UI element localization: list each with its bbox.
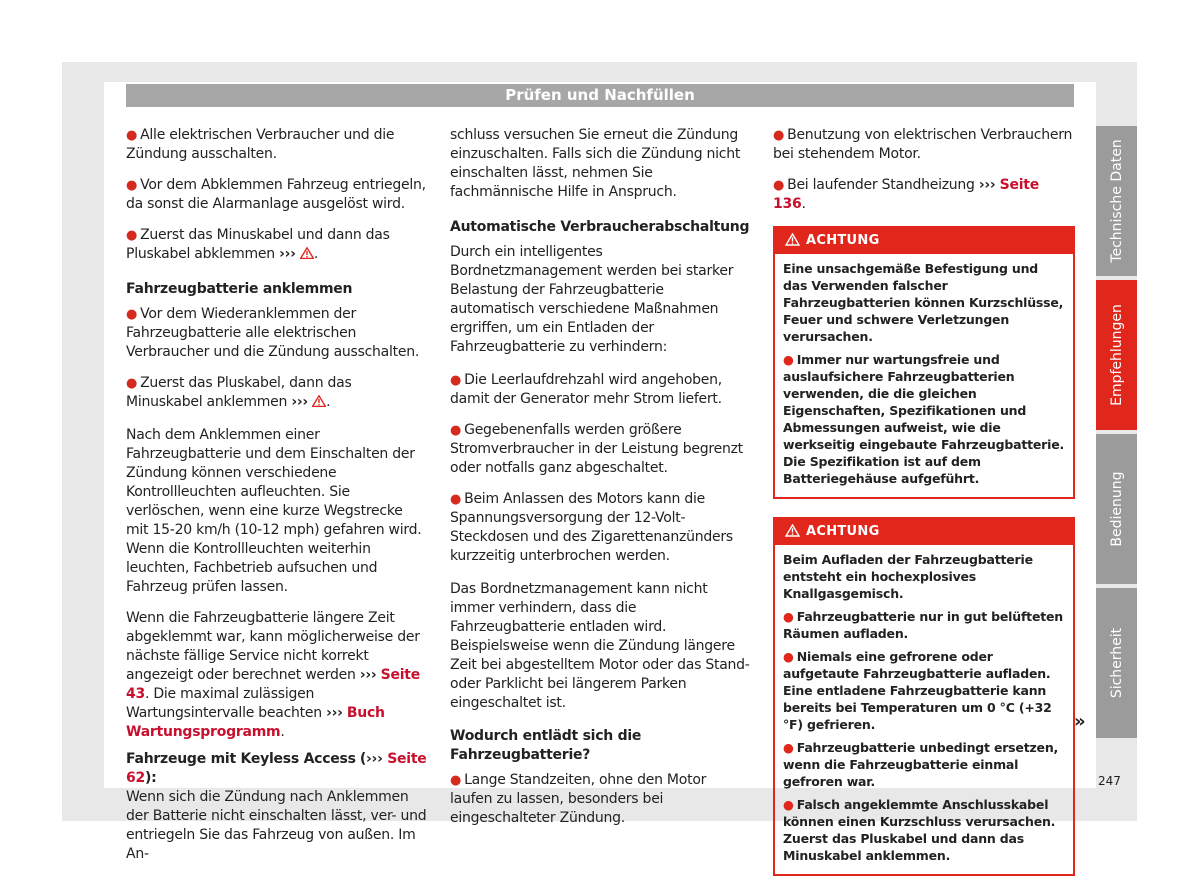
list-item: ● Gegebenenfalls werden größere Stromverbraucher in der Leistung begrenzt oder notfalls ganz abgeschaltet. (450, 422, 743, 476)
bullet-icon: ● (783, 352, 794, 367)
warning-box (773, 226, 1075, 499)
bullet-icon: ● (783, 740, 794, 755)
warning-intro: Beim Aufladen der Fahrzeugbatterie entsteht ein hochexplosives Knallgasgemisch. (783, 552, 1033, 601)
paragraph: schluss versuchen Sie erneut die Zündung einzuschalten. Falls sich die Zündung nicht einschalten lässt, nehmen Sie fachmännische Hilfe in Anspruch. (450, 127, 741, 200)
warning-item: ● Immer nur wartungsfreie und auslaufsichere Fahrzeugbatterien verwenden, die die gleichen Eigenschaften, Spezifikationen und Abmessungen aufweist, wie die werkseitig eingebaute Fahrzeugbatterie. Die Spezifikation ist auf dem Batteriegehäuse aufgeführt. (783, 352, 1065, 486)
link-arrows-icon: ››› (359, 667, 377, 683)
page-reference-link[interactable]: Seite 62 (126, 751, 427, 786)
list-item: ● Vor dem Abklemmen Fahrzeug entriegeln, da sonst die Alarmanlage ausgelöst wird. (126, 177, 426, 212)
paragraph: Durch ein intelligentes Bordnetzmanagement werden bei starker Belastung der Fahrzeugbatterie automatisch verschiedene Maßnahmen ergriffen, um ein Entladen der Fahrzeugbatterie zu verhindern: (450, 244, 734, 355)
bullet-icon: ● (450, 492, 462, 507)
paragraph: Wenn die Fahrzeugbatterie längere Zeit abgeklemmt war, kann möglicherweise der nächste fällige Service nicht korrekt angezeigt oder berechnet werden ››› Seite 43. Die maximal zulässigen Wartungsintervalle beachten ››› Buch Wartungsprogramm. (126, 610, 420, 740)
link-arrows-icon: ››› (291, 394, 308, 410)
warning-triangle-icon (785, 524, 800, 537)
column-1 (126, 126, 428, 876)
section-header: Prüfen und Nachfüllen (126, 84, 1074, 107)
tab-sicherheit[interactable]: Sicherheit (1096, 588, 1137, 738)
bullet-icon: ● (126, 178, 138, 193)
column-3 (773, 126, 1075, 894)
warning-header: ACHTUNG (775, 519, 1073, 545)
tab-bedienung[interactable]: Bedienung (1096, 434, 1137, 584)
warning-triangle-icon[interactable] (312, 395, 326, 407)
warning-triangle-icon (785, 233, 800, 246)
warning-box (773, 517, 1075, 876)
page-number: 247 (1098, 774, 1121, 788)
warning-item: ● Fahrzeugbatterie nur in gut belüfteten Räumen aufladen. (783, 609, 1063, 641)
subheading: Fahrzeugbatterie anklemmen (126, 281, 353, 297)
paragraph: Das Bordnetzmanagement kann nicht immer verhindern, dass die Fahrzeugbatterie entladen wird. Beispielsweise wenn die Zündung längere Zeit bei abgestelltem Motor oder das Stand- oder Parklicht bei längerem Parken eingeschaltet ist. (450, 581, 750, 711)
bullet-icon: ● (126, 376, 138, 391)
list-item: ● Benutzung von elektrischen Verbrauchern bei stehendem Motor. (773, 127, 1073, 162)
bullet-icon: ● (773, 178, 785, 193)
warning-triangle-icon[interactable] (300, 247, 314, 259)
bullet-icon: ● (450, 423, 462, 438)
bullet-icon: ● (450, 773, 462, 788)
warning-item: ● Falsch angeklemmte Anschlusskabel können einen Kurzschluss verursachen. Zuerst das Pluskabel und dann das Minuskabel anklemmen. (783, 797, 1056, 863)
link-arrows-icon: ››› (279, 246, 296, 262)
bullet-icon: ● (450, 373, 462, 388)
book-reference-link[interactable]: Buch Wartungsprogramm (126, 705, 385, 740)
tab-empfehlungen[interactable]: Empfehlungen (1096, 280, 1137, 430)
list-item: ● Die Leerlaufdrehzahl wird angehoben, damit der Generator mehr Strom liefert. (450, 372, 722, 407)
paragraph: Fahrzeuge mit Keyless Access (››› Seite 62): Wenn sich die Zündung nach Anklemmen der Batterie nicht einschalten lässt, ver- und entriegeln Sie das Fahrzeug von außen. Im An- (126, 751, 427, 862)
bullet-icon: ● (783, 649, 794, 664)
page-reference-link[interactable]: Seite 136 (773, 177, 1039, 212)
list-item: ● Vor dem Wiederanklemmen der Fahrzeugbatterie alle elektrischen Verbraucher und die Zündung ausschalten. (126, 306, 420, 360)
bullet-icon: ● (126, 307, 138, 322)
warning-item: ● Fahrzeugbatterie unbedingt ersetzen, wenn die Fahrzeugbatterie einmal gefroren war. (783, 740, 1059, 789)
warning-header: ACHTUNG (775, 228, 1073, 254)
list-item: ● Bei laufender Standheizung ››› Seite 136. (773, 177, 1039, 212)
link-arrows-icon: ››› (366, 751, 383, 767)
list-item: ● Zuerst das Pluskabel, dann das Minuskabel anklemmen ››› . (126, 375, 352, 410)
bullet-icon: ● (126, 228, 138, 243)
warning-intro: Eine unsachgemäße Befestigung und das Verwenden falscher Fahrzeugbatterien können Kurzschlüsse, Feuer und schwere Verletzungen verursachen. (783, 261, 1064, 344)
warning-body (775, 545, 1073, 874)
page-reference-link[interactable]: Seite 43 (126, 667, 420, 702)
subheading: Automatische Verbraucherabschaltung (450, 219, 750, 235)
subheading: Wodurch entlädt sich die Fahrzeugbatterie? (450, 728, 642, 763)
bullet-icon: ● (783, 797, 794, 812)
link-arrows-icon: ››› (326, 705, 343, 721)
list-item: ● Beim Anlassen des Motors kann die Spannungsversorgung der 12-Volt-Steckdosen und des Zigarettenanzünders kurzzeitig unterbrochen werden. (450, 491, 733, 564)
list-item: ● Lange Standzeiten, ohne den Motor laufen zu lassen, besonders bei eingeschalteter Zündung. (450, 772, 707, 826)
bullet-icon: ● (126, 128, 138, 143)
warning-item: ● Niemals eine gefrorene oder aufgetaute Fahrzeugbatterie aufladen. Eine entladene Fahrzeugbatterie kann bereits bei Temperaturen um 0 °C (+32 °F) gefrieren. (783, 649, 1052, 732)
bullet-icon: ● (783, 609, 794, 624)
continue-arrow-icon[interactable]: » (1074, 711, 1086, 732)
tab-technische-daten[interactable]: Technische Daten (1096, 126, 1137, 276)
link-arrows-icon: ››› (978, 177, 996, 193)
bullet-icon: ● (773, 128, 785, 143)
list-item: ● Zuerst das Minuskabel und dann das Pluskabel abklemmen ››› . (126, 227, 390, 262)
column-2 (450, 126, 750, 840)
paragraph: Nach dem Anklemmen einer Fahrzeugbatterie und dem Einschalten der Zündung können verschiedene Kontrollleuchten aufleuchten. Sie verlöschen, wenn eine kurze Wegstrecke mit 15-20 km/h (10-12 mph) gefahren wird. Wenn die Kontrollleuchten weiterhin leuchten, Fachbetrieb aufsuchen und Fahrzeug prüfen lassen. (126, 427, 422, 595)
warning-body (775, 254, 1073, 497)
list-item: ● Alle elektrischen Verbraucher und die Zündung ausschalten. (126, 127, 395, 162)
